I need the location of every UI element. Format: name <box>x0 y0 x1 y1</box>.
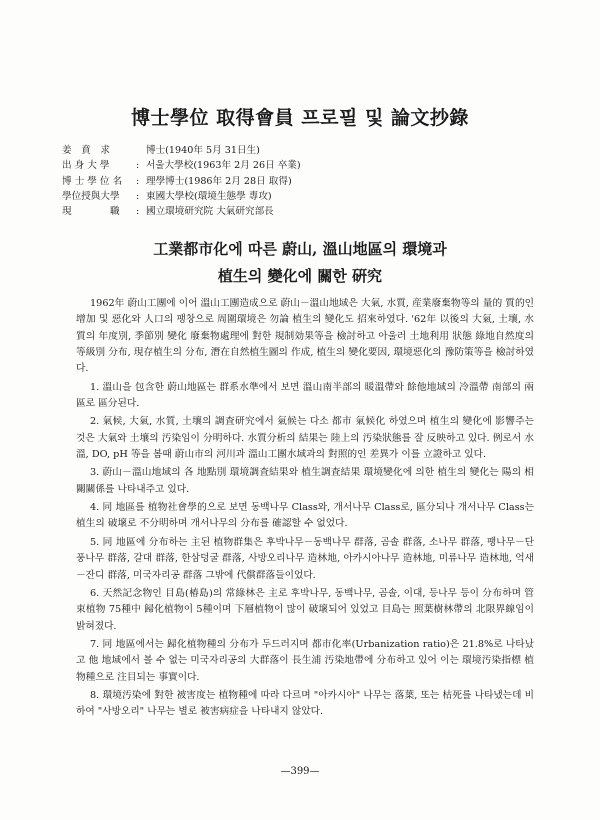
finding-7-paragraph: 7. 同 地區에서는 歸化植物種의 分布가 두드러지며 都市化率(Urbanization ratio)은 21.8%로 나타났고 他 地域에서 볼 수 없는 미국자리공의 大群落이 長生浦 汚染地帶에 分布하고 있어 이는 環境汚染指標 植物種으로 注目되는 事實이다. <box>76 638 534 683</box>
author-info <box>62 143 542 219</box>
info-row-name <box>62 143 542 158</box>
finding-6-paragraph: 6. 天然記念物인 目島(椿島)의 常綠林은 主로 후박나무, 동백나무, 곰솔, 이대, 등나무 등이 分布하며 管束植物 75種中 歸化植物이 5種이며 下層植物이 많이 破壞되어 있었고 目島는 照葉樹林帶의 北限界線임이 밝혀졌다. <box>76 587 534 632</box>
info-value-grantor: 東國大學校(環境生態學 專攻) <box>146 190 272 202</box>
info-separator: : <box>136 190 140 202</box>
info-separator <box>136 143 146 158</box>
page-title: 博士學位 取得會員 프로필 및 論文抄錄 <box>131 107 469 129</box>
paper-title-line-2: 植生의 變化에 關한 硏究 <box>217 267 383 285</box>
page-number: —399— <box>280 766 320 777</box>
finding-3-paragraph: 3. 蔚山－溫山地域의 各 地點別 環境調査結果와 植生調査結果 環境變化에 의한 植生의 變化는 陽의 相關關係를 나타내주고 있다. <box>76 467 534 495</box>
info-separator: : <box>136 175 140 187</box>
info-row-alma-mater <box>62 158 542 173</box>
finding-2-paragraph: 2. 氣候, 大氣, 水質, 土壤의 調査研究에서 氣候는 다소 都市 氣候化 하였으며 植生의 變化에 影響주는 것은 大氣와 土壤의 汚染임이 分明하다. 水質分析의 結果는 陸上의 汚染狀態를 잘 反映하고 있다. 例로서 水溫, DO, pH 等을 봄때 蔚山市의 河川과 溫山工團水域과의 對照的인 差異가 이를 立證하고 있다. <box>76 416 534 461</box>
info-value-degree: 理學博士(1986年 2月 28日 取得) <box>146 175 292 187</box>
finding-4-paragraph: 4. 同 地區를 植物社會學的으로 보면 동백나무 Class와, 개서나무 Class로, 區分되나 개서나무 Class는 植生의 破壞로 不分明하며 개서나무의 分布를 確認할 수 없었다. <box>76 502 534 530</box>
info-label-degree: 博 士 學 位 名 <box>62 175 123 187</box>
info-value-position: 國立環境研究院 大氣研究部長 <box>146 206 274 218</box>
paper-title-line-1: 工業都市化에 따른 蔚山, 溫山地區의 環境과 <box>153 240 447 258</box>
abstract-body <box>76 296 534 723</box>
info-row-degree <box>62 174 542 189</box>
info-separator: : <box>136 206 140 218</box>
finding-5-paragraph: 5. 同 地區에 分布하는 主된 植物群集은 후박나무－동백나무 群落, 곰솔 群落, 소나무 群落, 팽나무－단풍나무 群落, 갈대 群落, 한삼덩굴 群落, 사방오리나무 造林地, 아카시아나무 造林地, 미류나무 造林地, 억새－잔디 群落, 미국자리공 群落 그밖에 代償群落들이었다. <box>76 536 534 581</box>
info-label-alma-mater: 出 身 大 學 <box>62 160 110 172</box>
info-label-grantor: 學位授與大學 <box>62 190 120 202</box>
info-row-grantor <box>62 189 542 204</box>
info-separator: : <box>136 160 140 172</box>
finding-8-paragraph: 8. 環境汚染에 對한 被害度는 植物種에 따라 다르며 "아카시아" 나무는 落葉, 또는 枯死를 나타냈는데 비하여 "사방오리" 나무는 별로 被害病症을 나타내지 않았다. <box>76 689 534 718</box>
author-name: 姜 賁 求 <box>62 145 110 156</box>
info-value-alma-mater: 서울大學校(1963年 2月 26日 卒業) <box>146 160 301 172</box>
author-degree-birth: 博士(1940年 5月 31日生) <box>146 145 260 156</box>
finding-1-paragraph: 1. 溫山을 包含한 蔚山地區는 群系水準에서 보면 溫山南半部의 暖溫帶와 餘他地域의 冷溫帶 南部의 兩區로 區分된다. <box>76 381 534 410</box>
paper-title <box>0 236 600 290</box>
info-row-position <box>62 204 542 219</box>
info-label-position: 現 職 <box>62 206 120 218</box>
abstract-intro-paragraph: 1962年 蔚山工團에 이어 溫山工團造成으로 蔚山－溫山地域은 大氣, 水質, 産業廢棄物等의 量的 質的인 增加 및 惡化와 人口의 팽창으로 周圍環境은 勿論 植生의 變化도 招來하였다. '62年 以後의 大氣, 土壤, 水質의 年度別, 季節別 變化 廢棄物處理에 對한 規制効果等을 檢討하고 아울러 土地利用 狀態 綠地自然度의 等級別 分布, 現存植生의 分布, 潛在自然植生圖의 作成, 植生의 變化要因, 環境惡化의 豫防策等을 檢討하였다. <box>76 298 534 375</box>
